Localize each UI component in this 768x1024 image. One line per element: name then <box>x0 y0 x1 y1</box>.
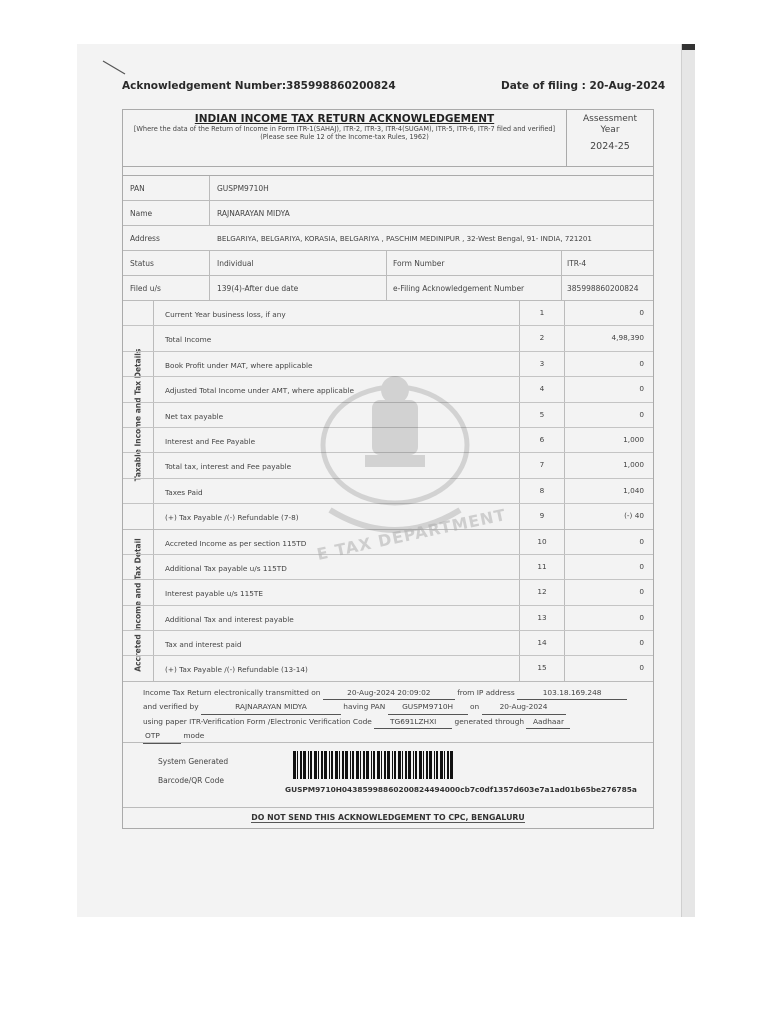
tax-row-number: 2 <box>519 326 565 350</box>
tax-row-value: 0 <box>639 358 644 368</box>
tax-row-number: 12 <box>519 580 565 604</box>
tax-row <box>123 352 653 377</box>
tax-row-number: 10 <box>519 530 565 554</box>
tax-row <box>123 504 653 528</box>
acknowledgement-form <box>122 109 654 829</box>
tax-row-value: 0 <box>639 663 644 673</box>
name-row: Name RAJNARAYAN MIDYA <box>123 201 653 226</box>
tax-row-number: 5 <box>519 403 565 427</box>
tax-row-value: 0 <box>639 612 644 622</box>
footer-notice: DO NOT SEND THIS ACKNOWLEDGEMENT TO CPC, BENGALURU <box>251 812 525 822</box>
form-subtitle: [Where the data of the Return of Income in Form ITR-1(SAHAJ), ITR-2, ITR-3, ITR-4(SUGAM), ITR-5, ITR-6, ITR-7 filed and verified] <box>133 125 556 133</box>
tax-row <box>123 555 653 580</box>
pan-row: PAN GUSPM9710H <box>123 176 653 201</box>
tax-row-value: 0 <box>639 561 644 571</box>
taxable-section <box>123 301 653 530</box>
tax-row-number: 11 <box>519 555 565 579</box>
tax-row-value: 1,040 <box>623 485 644 495</box>
tax-row <box>123 403 653 428</box>
tax-row-description: (+) Tax Payable /(-) Refundable (7-8) <box>165 513 299 523</box>
assessment-year: Assessment Year 2024-25 <box>583 114 637 152</box>
tax-row-description: Interest payable u/s 115TE <box>165 589 263 599</box>
tax-row <box>123 453 653 478</box>
tax-row-number: 13 <box>519 606 565 630</box>
pen-mark <box>100 58 130 78</box>
tax-row-number: 7 <box>519 453 565 477</box>
taxable-section-label: Taxable Income and Tax Details <box>133 348 143 482</box>
accreted-section <box>123 530 653 682</box>
tax-row-value: 0 <box>639 536 644 546</box>
tax-row <box>123 326 653 351</box>
department-watermark-icon: E TAX DEPARTMENT <box>315 505 508 564</box>
tax-row-value: 0 <box>639 638 644 648</box>
tax-row-number: 6 <box>519 428 565 452</box>
barcode-section: System Generated Barcode/QR Code GUSPM9710H04385998860200824494000cb7c0df1357d603e7a1ad01b65be276785a <box>123 743 653 808</box>
tax-row-value: 0 <box>639 384 644 394</box>
tax-row-number: 3 <box>519 352 565 376</box>
tax-row-value: 4,98,390 <box>611 333 644 343</box>
accreted-section-label: Accreted Income and Tax Detail <box>133 538 143 672</box>
verification-statement: Income Tax Return electronically transmitted on 20-Aug-2024 20:09:02 from IP address 103.18.169.248 and verified by RAJNARAYAN MIDYA having PAN GUSPM9710H on 20-Aug-2024 using paper ITR-Verification Form /Electronic Verification Code TG691LZHXI generated through Aadhaar OTP mode <box>123 682 653 743</box>
tax-row-value: 0 <box>639 308 644 317</box>
form-rule-note: (Please see Rule 12 of the Income-tax Rules, 1962) <box>260 133 429 141</box>
tax-row-number: 9 <box>519 504 565 528</box>
tax-row <box>123 606 653 631</box>
tax-row-description: Total tax, interest and Fee payable <box>165 462 292 472</box>
filed-row: Filed u/s 139(4)-After due date e-Filing Acknowledgement Number 385998860200824 <box>123 276 653 301</box>
address-row: Address BELGARIYA, BELGARIYA, KORASIA, BELGARIYA , PASCHIM MEDINIPUR , 32-West Bengal, 91- INDIA, 721201 <box>123 226 653 251</box>
tax-row-description: Additional Tax payable u/s 115TD <box>165 563 287 573</box>
tax-row-value: 1,000 <box>623 434 644 444</box>
form-title: INDIAN INCOME TAX RETURN ACKNOWLEDGEMENT <box>194 113 495 125</box>
tax-row-value: (-) 40 <box>624 511 644 521</box>
tax-row-description: Total Income <box>165 335 212 345</box>
tax-row-description: Additional Tax and interest payable <box>165 614 294 624</box>
tax-row-value: 0 <box>639 587 644 597</box>
tax-row-description: Interest and Fee Payable <box>165 436 256 446</box>
tax-row-description: Tax and interest paid <box>165 640 242 650</box>
tax-row <box>123 580 653 605</box>
tax-row-description: Taxes Paid <box>165 487 203 497</box>
tax-row <box>123 656 653 680</box>
tax-row-number: 4 <box>519 377 565 401</box>
tax-row-number: 15 <box>519 656 565 680</box>
barcode-text: GUSPM9710H04385998860200824494000cb7c0df1357d603e7a1ad01b65be276785a <box>285 784 637 794</box>
filing-date: Date of filing : 20-Aug-2024 <box>501 80 666 92</box>
tax-row-description: (+) Tax Payable /(-) Refundable (13-14) <box>165 665 308 675</box>
tax-row-number: 8 <box>519 479 565 503</box>
tax-row-value: 1,000 <box>623 460 644 470</box>
title-box <box>123 110 653 167</box>
tax-row-description: Adjusted Total Income under AMT, where applicable <box>165 386 355 396</box>
tax-row-number: 1 <box>519 301 565 325</box>
paper-edge <box>681 44 695 917</box>
tax-row <box>123 377 653 402</box>
tax-row-description: Book Profit under MAT, where applicable <box>165 360 313 370</box>
tax-row <box>123 301 653 326</box>
tax-row-description: Accreted Income as per section 115TD <box>165 538 307 548</box>
status-row: Status Individual Form Number ITR-4 <box>123 251 653 276</box>
tax-row <box>123 631 653 656</box>
tax-row <box>123 428 653 453</box>
tax-row-description: Current Year business loss, if any <box>165 310 286 319</box>
tax-row <box>123 479 653 504</box>
barcode-image <box>293 751 455 779</box>
tax-row-value: 0 <box>639 409 644 419</box>
acknowledgement-number: Acknowledgement Number:385998860200824 <box>122 80 396 92</box>
tax-row-description: Net tax payable <box>165 411 224 421</box>
tax-row-number: 14 <box>519 631 565 655</box>
